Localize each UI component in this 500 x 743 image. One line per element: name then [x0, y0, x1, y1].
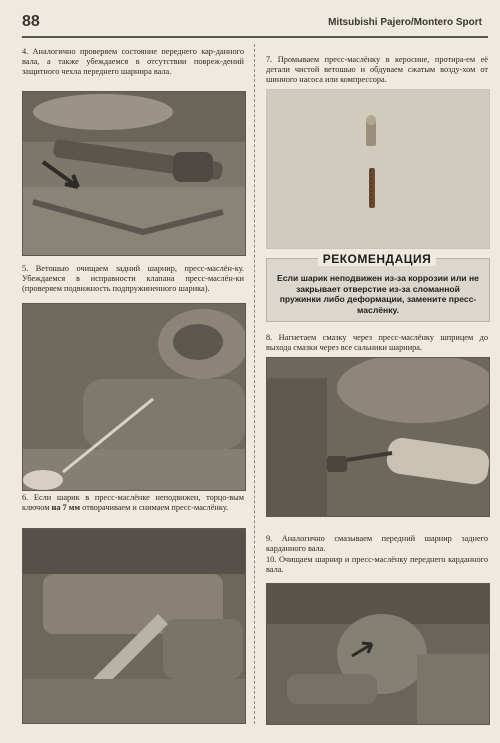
photo-fitting-parts	[266, 89, 490, 249]
recommendation-title: РЕКОМЕНДАЦИЯ	[318, 252, 437, 266]
page-number: 88	[22, 13, 40, 30]
photo-front-driveshaft-joint	[266, 583, 490, 725]
step-10-text: 10. Очищаем шарнир и пресс-маслёнку переднего карданного вала.	[266, 555, 488, 574]
photo-front-driveshaft	[22, 91, 246, 256]
book-title: Mitsubishi Pajero/Montero Sport	[328, 17, 482, 28]
step-6-text-start: 6. Если шарик в пресс-маслёнке неподвижен, торцо-вым ключом	[22, 493, 244, 512]
photo-grease-gun	[266, 357, 490, 517]
step-6-text-end: отворачиваем и снимаем пресс-маслёнку.	[80, 503, 229, 512]
photo-rear-joint-grease-fitting	[22, 303, 246, 491]
step-6-text	[22, 493, 244, 513]
photo-removing-grease-fitting	[22, 528, 246, 724]
step-6-wrench-size: на 7 мм	[51, 503, 81, 512]
step-7-text: 7. Промываем пресс-маслёнку в керосине, протира-ем её детали чистой ветошью и обдуваем сжатым возду-хом от шинного насоса или компрессора.	[266, 55, 488, 84]
recommendation-header	[268, 250, 486, 268]
page-header	[22, 10, 488, 38]
step-9-text: 9. Аналогично смазываем передний шарнир заднего карданного вала.	[266, 534, 488, 553]
recommendation-text: Если шарик неподвижен из-за коррозии или не закрывает отверстие из-за сломанной пружинки либо деформации, замените пресс-маслёнку.	[277, 273, 479, 315]
step-5-text: 5. Ветошью очищаем задний шарнир, пресс-маслён-ку. Убеждаемся в исправности клапана пресс-маслён-ки (проверяем подвижность подпружиненного шарика).	[22, 264, 244, 293]
step-8-text: 8. Нагнетаем смазку через пресс-маслёнку шприцем до выхода смазки через все сальники шарнира.	[266, 333, 488, 352]
step-4-text: 4. Аналогично проверяем состояние переднего кар-данного вала, а также убеждаемся в отсутствии повреж-дений защитного чехла переднего шарнира вала.	[22, 47, 244, 76]
column-divider	[254, 44, 255, 724]
